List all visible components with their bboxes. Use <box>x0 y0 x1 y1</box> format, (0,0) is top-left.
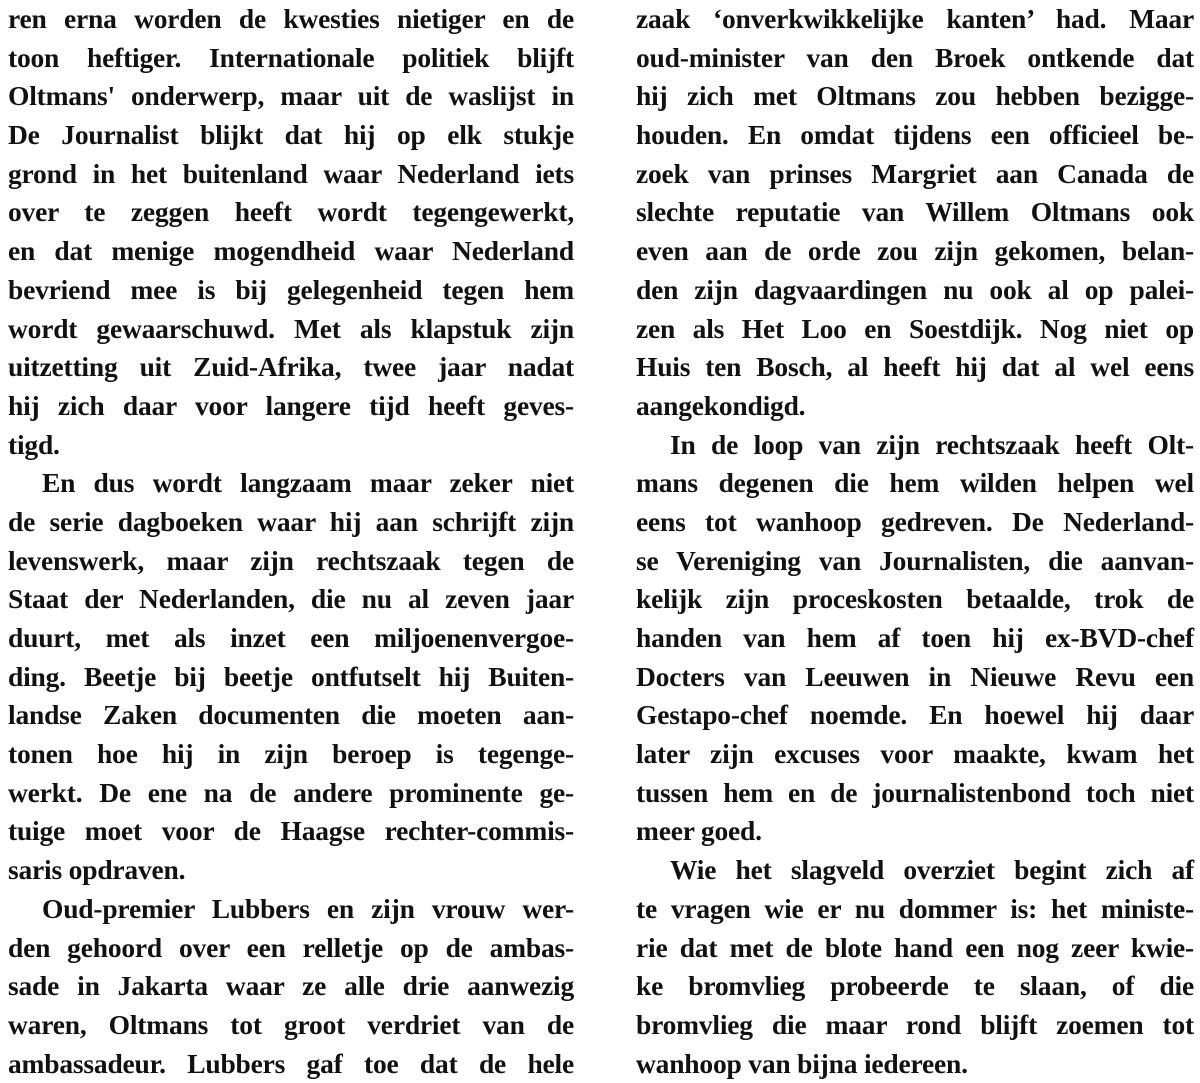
text-line: houden. En omdat tijdens een officieel be- <box>636 119 1194 151</box>
text-line: duurt, met als inzet een miljoenenvergoe- <box>8 622 574 653</box>
text-line: sade in Jakarta waar ze alle drie aanwezig <box>8 970 574 1002</box>
paragraph-start-line: En dus wordt langzaam maar zeker niet <box>42 467 574 499</box>
text-line: landse Zaken documenten die moeten aan- <box>8 699 574 731</box>
text-line: tonen hoe hij in zijn beroep is tegenge- <box>8 738 574 770</box>
text-line: Huis ten Bosch, al heeft hij dat al wel eens <box>636 351 1194 383</box>
text-line: hij zich met Oltmans zou hebben bezigge- <box>636 80 1194 112</box>
text-line: se Vereniging van Journalisten, die aanvan- <box>636 544 1194 576</box>
text-line: oud-minister van den Broek ontkende dat <box>636 41 1194 73</box>
text-line: den gehoord over een relletje op de ambas- <box>8 931 574 963</box>
text-line: aangekondigd. <box>636 389 806 421</box>
text-line: ren erna worden de kwesties nietiger en de <box>8 3 574 34</box>
paragraph-start-line: In de loop van zijn rechtszaak heeft Olt- <box>670 428 1194 460</box>
paragraph-start-line: Oud-premier Lubbers en zijn vrouw wer- <box>42 892 574 924</box>
text-line: over te zeggen heeft wordt tegengewerkt, <box>8 196 574 228</box>
text-line: bevriend mee is bij gelegenheid tegen hem <box>8 273 574 305</box>
text-line: zen als Het Loo en Soestdijk. Nog niet op <box>636 312 1194 344</box>
text-line: levenswerk, maar zijn rechtszaak tegen de <box>8 544 574 576</box>
text-line: bromvlieg die maar rond blijft zoemen tot <box>636 1008 1194 1040</box>
text-line: Docters van Leeuwen in Nieuwe Revu een <box>636 660 1194 692</box>
text-line: tigd. <box>8 428 60 460</box>
text-line: kelijk zijn proceskosten betaalde, trok de <box>636 583 1194 615</box>
text-line: uitzetting uit Zuid-Afrika, twee jaar nadat <box>8 351 574 383</box>
text-line: mans degenen die hem wilden helpen wel <box>636 467 1194 499</box>
text-line: hij zich daar voor langere tijd heeft geves- <box>8 389 574 421</box>
text-column-left <box>8 0 574 1083</box>
text-line: eens tot wanhoop gedreven. De Nederland- <box>636 505 1194 537</box>
text-line: slechte reputatie van Willem Oltmans ook <box>636 196 1194 228</box>
text-line: de serie dagboeken waar hij aan schrijft zijn <box>8 505 574 537</box>
text-line: en dat menige mogendheid waar Nederland <box>8 235 574 267</box>
text-line: handen van hem af toen hij ex-BVD-chef <box>636 622 1194 653</box>
text-line: zoek van prinses Margriet aan Canada de <box>636 157 1194 189</box>
text-line: Staat der Nederlanden, die nu al zeven jaar <box>8 583 574 615</box>
text-line: waren, Oltmans tot groot verdriet van de <box>8 1008 574 1040</box>
text-line: den zijn dagvaardingen nu ook al op palei- <box>636 273 1194 305</box>
text-line: ding. Beetje bij beetje ontfutselt hij Buiten- <box>8 660 574 692</box>
text-line: tuige moet voor de Haagse rechter-commis- <box>8 815 574 847</box>
text-line: later zijn excuses voor maakte, kwam het <box>636 738 1194 770</box>
text-line: te vragen wie er nu dommer is: het ministe- <box>636 892 1194 924</box>
text-line: rie dat met de blote hand een nog zeer kwie- <box>636 931 1194 963</box>
text-line: even aan de orde zou zijn gekomen, belan- <box>636 235 1194 267</box>
text-line: De Journalist blijkt dat hij op elk stukje <box>8 119 574 151</box>
text-line: Oltmans' onderwerp, maar uit de waslijst in <box>8 80 574 112</box>
text-line: grond in het buitenland waar Nederland iets <box>8 157 574 189</box>
paragraph-start-line: Wie het slagveld overziet begint zich af <box>670 854 1194 886</box>
text-line: werkt. De ene na de andere prominente ge- <box>8 776 574 808</box>
text-column-right <box>636 0 1194 1083</box>
text-line: ambassadeur. Lubbers gaf toe dat de hele <box>8 1047 574 1079</box>
text-line: Gestapo-chef noemde. En hoewel hij daar <box>636 699 1194 731</box>
text-line: wordt gewaarschuwd. Met als klapstuk zijn <box>8 312 574 344</box>
text-line: saris opdraven. <box>8 854 186 886</box>
text-line: wanhoop van bijna iedereen. <box>636 1047 968 1079</box>
text-line: meer goed. <box>636 815 762 847</box>
text-line: tussen hem en de journalistenbond toch niet <box>636 776 1194 808</box>
text-line: zaak ‘onverkwikkelijke kanten’ had. Maar <box>636 3 1194 34</box>
text-line: ke bromvlieg probeerde te slaan, of die <box>636 970 1194 1002</box>
text-line: toon heftiger. Internationale politiek blijft <box>8 41 574 73</box>
